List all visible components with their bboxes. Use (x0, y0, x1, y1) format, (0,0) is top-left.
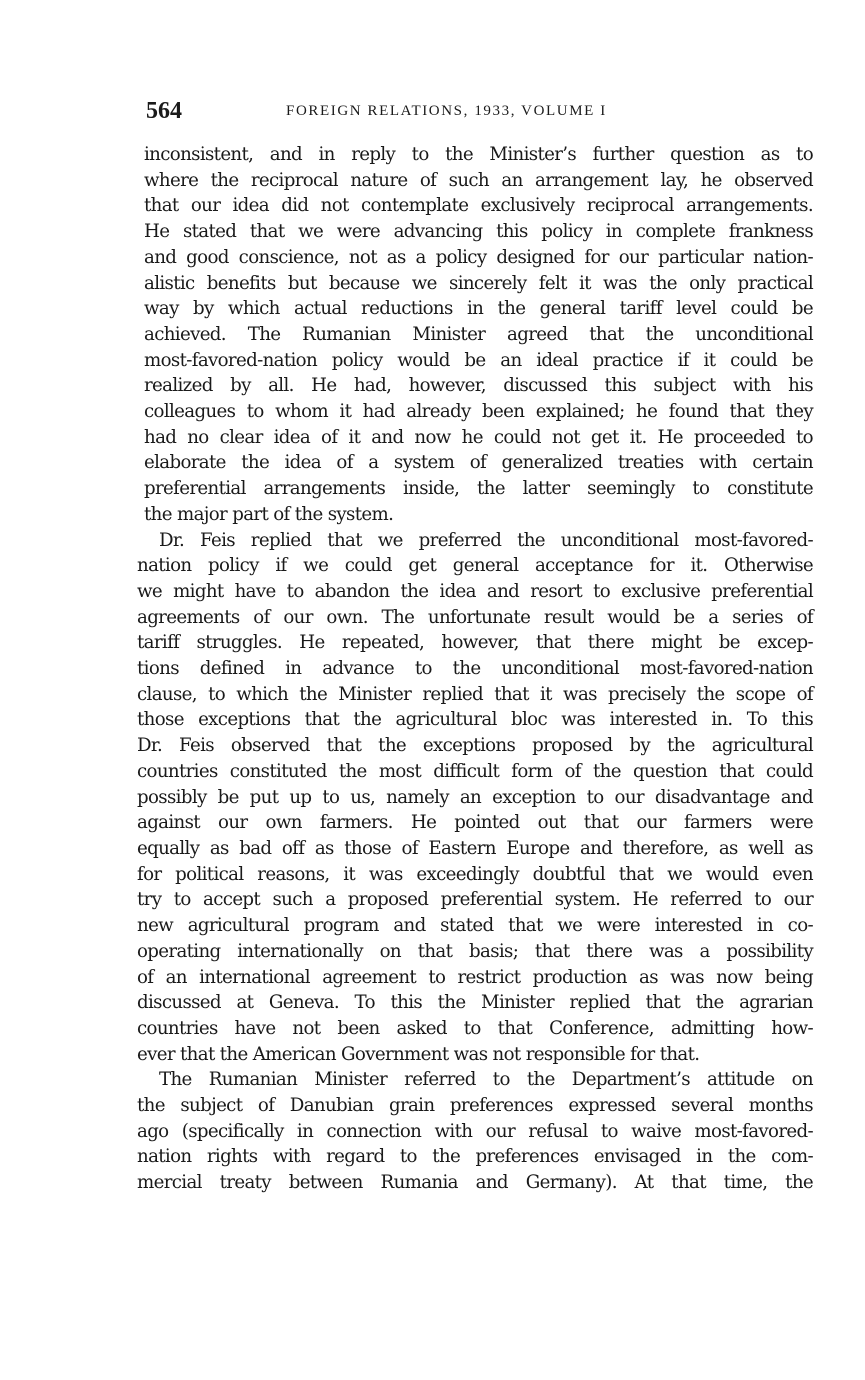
text-line: countries have not been asked to that Conference, admitting how- (137, 1017, 813, 1039)
text-line: where the reciprocal nature of such an arrangement lay, he observed (144, 169, 813, 191)
text-line: tions defined in advance to the unconditional most-favored-nation (137, 658, 813, 680)
text-line: discussed at Geneva. To this the Minister replied that the agrarian (137, 992, 813, 1014)
text-line: achieved. The Rumanian Minister agreed that the unconditional (144, 323, 813, 345)
text-line: the major part of the system. (144, 503, 394, 525)
text-line: for political reasons, it was exceedingly doubtful that we would even (137, 863, 813, 885)
text-line: clause, to which the Minister replied that it was precisely the scope of (137, 683, 813, 705)
page-number: 564 (146, 98, 182, 124)
text-line: ago (specifically in connection with our refusal to waive most-favored- (137, 1120, 813, 1142)
text-line: that our idea did not contemplate exclusively reciprocal arrangements. (144, 195, 813, 217)
text-line: operating internationally on that basis; that there was a possibility (137, 940, 813, 962)
text-line: Dr. Feis observed that the exceptions proposed by the agricultural (137, 735, 813, 757)
text-line: countries constituted the most difficult form of the question that could (137, 760, 813, 782)
text-line: ever that the American Government was not responsible for that. (137, 1043, 700, 1065)
text-line: and good conscience, not as a policy designed for our particular nation- (144, 246, 813, 268)
text-line: nation policy if we could get general acceptance for it. Otherwise (137, 555, 813, 577)
text-line: tariff struggles. He repeated, however, that there might be excep- (137, 632, 813, 654)
text-line: those exceptions that the agricultural bloc was interested in. To this (137, 709, 813, 731)
text-line: way by which actual reductions in the general tariff level could be (144, 298, 813, 320)
body-text (137, 142, 813, 1196)
text-line: preferential arrangements inside, the latter seemingly to constitute (144, 478, 813, 500)
running-title: FOREIGN RELATIONS, 1933, VOLUME I (286, 103, 607, 119)
text-line: most-favored-nation policy would be an ideal practice if it could be (144, 349, 813, 371)
text-line: Dr. Feis replied that we preferred the unconditional most-favored- (159, 529, 813, 551)
text-line: mercial treaty between Rumania and Germany). At that time, the (137, 1172, 813, 1194)
text-line: of an international agreement to restrict production as was now being (137, 966, 813, 988)
text-line: agreements of our own. The unfortunate result would be a series of (137, 606, 813, 628)
text-line: realized by all. He had, however, discussed this subject with his (144, 375, 813, 397)
paragraph-3 (137, 1067, 813, 1196)
text-line: against our own farmers. He pointed out that our farmers were (137, 812, 813, 834)
text-line: equally as bad off as those of Eastern Europe and therefore, as well as (137, 837, 813, 859)
text-line: The Rumanian Minister referred to the Department’s attitude on (159, 1069, 813, 1091)
paragraph-1 (137, 142, 813, 528)
text-line: He stated that we were advancing this policy in complete frankness (144, 221, 813, 243)
text-line: inconsistent, and in reply to the Minister’s further question as to (144, 144, 813, 165)
text-line: had no clear idea of it and now he could not get it. He proceeded to (144, 426, 813, 448)
text-line: elaborate the idea of a system of generalized treaties with certain (144, 452, 813, 474)
text-line: we might have to abandon the idea and resort to exclusive preferential (137, 580, 813, 602)
text-line: colleagues to whom it had already been explained; he found that they (144, 401, 813, 423)
text-line: possibly be put up to us, namely an exception to our disadvantage and (137, 786, 813, 808)
text-line: try to accept such a proposed preferential system. He referred to our (137, 889, 813, 911)
running-header (146, 96, 810, 126)
text-line: the subject of Danubian grain preferences expressed several months (137, 1095, 813, 1117)
text-line: alistic benefits but because we sincerely felt it was the only practical (144, 272, 813, 294)
text-line: nation rights with regard to the preferences envisaged in the com- (137, 1146, 813, 1168)
paragraph-2 (137, 528, 813, 1068)
text-line: new agricultural program and stated that we were interested in co- (137, 915, 813, 937)
